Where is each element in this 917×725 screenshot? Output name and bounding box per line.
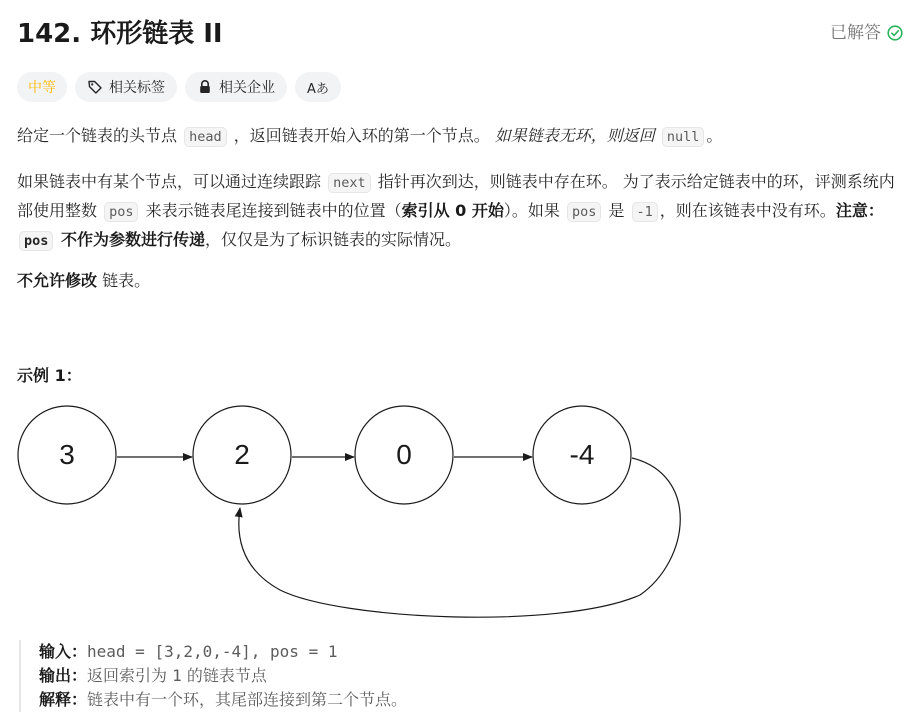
example-title: 示例 1： — [17, 366, 82, 385]
list-node — [355, 406, 453, 504]
example-input: 输入：head = [3,2,0,-4], pos = 1 — [39, 642, 338, 661]
solved-status — [830, 21, 903, 45]
example-output: 输出：返回索引为 1 的链表节点 — [39, 666, 267, 685]
linked-list-diagram — [0, 400, 917, 625]
list-node — [193, 406, 291, 504]
node-value: 0 — [396, 439, 412, 470]
tag-bar — [17, 72, 341, 102]
lock-icon — [197, 79, 213, 95]
example-explanation: 解释：链表中有一个环，其尾部连接到第二个节点。 — [39, 690, 408, 709]
inline-code: pos — [19, 231, 53, 251]
inline-code: null — [662, 127, 705, 147]
problem-title: 142. 环形链表 II — [17, 19, 223, 49]
node-value: -4 — [569, 439, 595, 470]
list-node — [18, 406, 116, 504]
description-paragraph-1: 给定一个链表的头节点 head ，返回链表开始入环的第一个节点。 如果链表无环，则返回 null 。 — [17, 126, 723, 145]
inline-code: next — [328, 173, 371, 193]
translate-button[interactable] — [295, 72, 341, 102]
related-tags-button[interactable] — [75, 72, 177, 102]
related-tags-label: 相关标签 — [109, 80, 165, 96]
tag-icon — [87, 79, 103, 95]
related-companies-label: 相关企业 — [219, 80, 275, 96]
translate-icon: Aあ — [307, 81, 329, 97]
inline-code: pos — [104, 202, 138, 222]
description-paragraph-2: 如果链表中有某个节点，可以通过连续跟踪 next 指针再次到达，则链表中存在环。 为了表示给定链表中的环，评测系统内部使用整数 pos 来表示链表尾连接到链表中的位置（索引从 0 开始）。如果 pos 是 -1 ，则在该链表中没有环。注意：pos 不作为参数进行传递，仅仅是为了标识链表的实际情况。 — [17, 172, 895, 249]
node-value: 2 — [234, 439, 250, 470]
related-companies-button[interactable] — [185, 72, 287, 102]
difficulty-badge — [17, 72, 67, 102]
example-io-block — [19, 640, 407, 712]
difficulty-label: 中等 — [28, 80, 56, 96]
inline-code: -1 — [632, 202, 658, 222]
list-node — [533, 406, 631, 504]
inline-code: pos — [567, 202, 601, 222]
check-circle-icon — [887, 25, 903, 41]
inline-code: head — [184, 127, 227, 147]
node-value: 3 — [59, 439, 75, 470]
solved-label: 已解答 — [830, 23, 881, 43]
description-paragraph-3: 不允许修改 链表。 — [17, 271, 151, 290]
